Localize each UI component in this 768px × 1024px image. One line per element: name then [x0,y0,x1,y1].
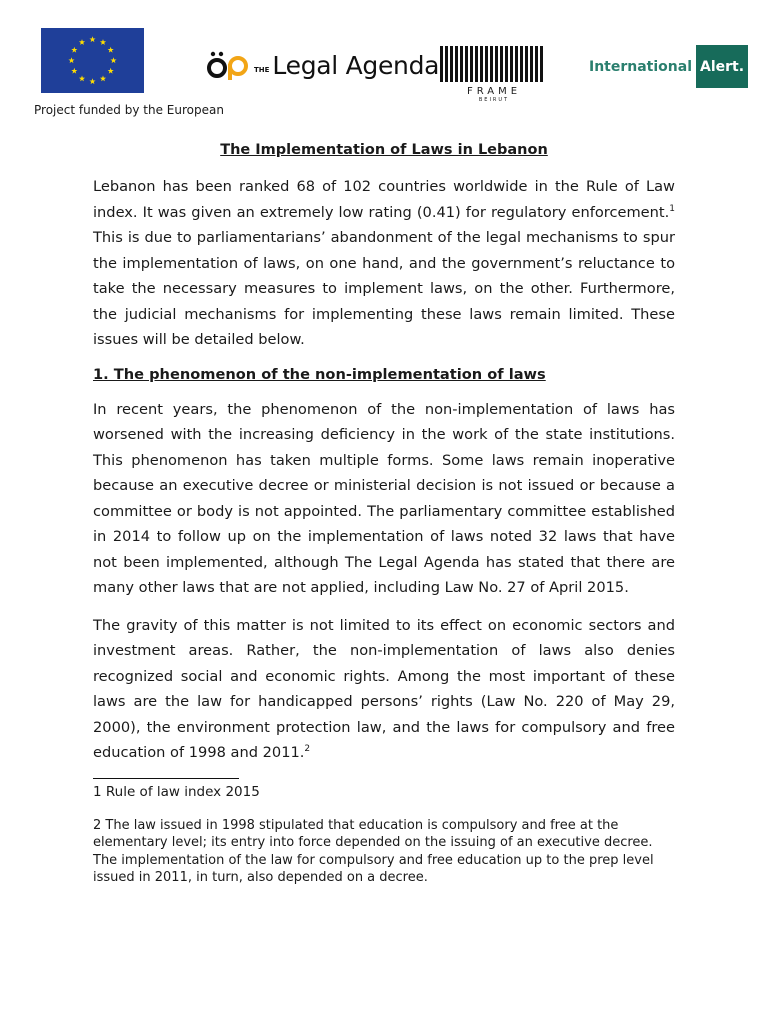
paragraph-1-part-a: Lebanon has been ranked 68 of 102 countries worldwide in the Rule of Law index. It was given an extremely low rating (0.41) for regulatory enforcement. [93,178,675,221]
paragraph-1 [93,174,675,353]
frame-word: FRAME [466,86,522,97]
frame-bar [480,46,483,82]
paragraph-1-part-b: This is due to parliamentarians’ abandonment of the legal mechanisms to spur the implementation of laws, on one hand, and the government’s reluctance to take the necessary measures to implement laws, on the other. Furthermore, the judicial mechanisms for implementing these laws remain limited. These issues will be detailed below. [93,229,675,348]
footnote-ref-1[interactable]: 1 [669,203,675,214]
document-body [93,140,675,887]
legal-agenda-name: Legal Agenda [272,50,440,80]
document-title: The Implementation of Laws in Lebanon [220,142,548,158]
frame-city: BEIRUT [478,97,510,103]
frame-bars-icon [440,46,548,82]
frame-bar [475,46,478,82]
legal-agenda-logo [206,48,439,82]
eu-flag-logo [41,28,144,93]
international-text: International [589,58,693,75]
legal-agenda-the: THE [254,66,270,74]
frame-bar [530,46,533,82]
frame-bar [470,46,473,82]
frame-bar [495,46,498,82]
paragraph-3-text: The gravity of this matter is not limited to its effect on economic sectors and investment areas. Rather, the non-implementation of laws also denies recognized social and economic rights. Among the most important of these laws are the law for handicapped persons’ rights (Law No. 220 of May 29, 2000), the environment protection law, and the laws for compulsory and free education of 1998 and 2011. [93,616,675,761]
frame-bar [520,46,523,82]
frame-bar [460,46,463,82]
frame-bar [440,46,443,82]
frame-bar [510,46,513,82]
frame-bar [515,46,518,82]
frame-bar [505,46,508,82]
frame-bar [540,46,543,82]
footnote-2: 2 The law issued in 1998 stipulated that education is compulsory and free at the elementary level; its entry into force depended on the issuing of an executive decree. The implementation of the law for compulsory and free education up to the prep level issued in 2011, in turn, also depended on a decree. [93,817,654,885]
international-alert-logo [589,45,748,88]
frame-bar [490,46,493,82]
paragraph-3 [93,613,675,766]
footnote-separator [93,778,239,779]
eu-stars-icon [41,28,144,93]
legal-agenda-mark-icon [206,48,252,82]
funding-note: Project funded by the European [34,103,224,117]
section-heading-1: 1. The phenomenon of the non-implementation of laws [93,365,546,383]
footnote-ref-2[interactable]: 2 [304,744,311,755]
footnote-1: 1 Rule of law index 2015 [93,783,260,800]
frame-bar [485,46,488,82]
paragraph-2: In recent years, the phenomenon of the non-implementation of laws has worsened with the increasing deficiency in the work of the state institutions. This phenomenon has taken multiple forms. Some laws remain inoperative because an executive decree or ministerial decision is not issued or because a committee or body is not appointed. The parliamentary committee established in 2014 to follow up on the implementation of laws noted 32 laws that have not been implemented, although The Legal Agenda has stated that there are many other laws that are not applied, including Law No. 27 of April 2015. [93,400,675,596]
frame-bar [500,46,503,82]
frame-bar [455,46,458,82]
frame-bar [450,46,453,82]
frame-bar [465,46,468,82]
frame-bar [525,46,528,82]
frame-bar [535,46,538,82]
alert-box: Alert. [696,45,748,88]
frame-bar [445,46,448,82]
frame-beirut-logo [440,46,548,106]
